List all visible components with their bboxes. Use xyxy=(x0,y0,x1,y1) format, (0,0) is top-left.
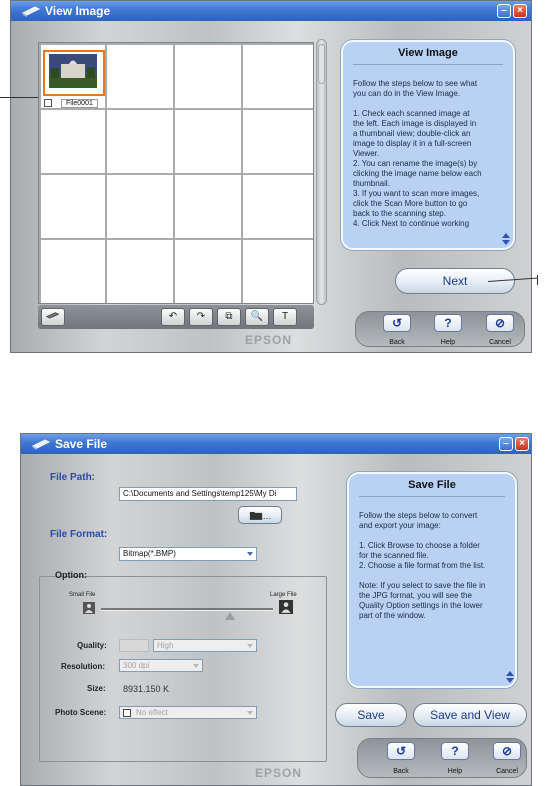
title-bar xyxy=(11,1,531,21)
panel-title: View Image xyxy=(353,42,503,65)
panel-body: Follow the steps below to see what you can do in the View Image. 1. Check each scanned image at the left. Each image is displayed in a thumbnail view; double-click an image to display it in a full-screen Viewer. 2. You can rename the image(s) by clicking the image name below each thumbnail. 3. If you want to scan more images, click the Scan More button to go back to the scanning step. 4. Click Next to continue working xyxy=(353,79,482,228)
cancel-button[interactable]: ⊘ xyxy=(486,314,514,332)
chevron-down-icon xyxy=(247,644,253,648)
save-button[interactable]: Save xyxy=(335,703,407,727)
scanner-icon xyxy=(45,309,61,321)
save-window-title: Save File xyxy=(55,437,108,451)
rotate-right-button[interactable]: ↷ xyxy=(189,308,213,326)
cancel-label: Cancel xyxy=(489,339,511,346)
thumbnail-cell xyxy=(41,110,105,173)
chevron-down-icon xyxy=(247,711,253,715)
quality-level-box[interactable] xyxy=(119,639,149,652)
window-title: View Image xyxy=(45,4,111,18)
compare-button[interactable]: ⧉ xyxy=(217,308,241,326)
save-cancel-button[interactable]: ⊘ xyxy=(493,742,521,760)
thumbnail-cell xyxy=(243,175,313,238)
view-image-help-panel xyxy=(341,40,515,250)
save-cancel-label: Cancel xyxy=(496,768,518,775)
save-panel-body: Follow the steps below to convert and export your image: 1. Click Browse to choose a folder for the scanned file. 2. Choose a file format from the list. Note: If you select to save the file in the JPG format, you will see the Quality Option settings in the lower part of the window. xyxy=(359,511,486,620)
thumbnail-cell xyxy=(107,45,173,108)
file-format-select[interactable]: Bitmap(*.BMP) xyxy=(119,547,257,561)
callout-line-next-end xyxy=(537,275,538,285)
browse-button[interactable]: … xyxy=(238,506,282,524)
photo-scene-select[interactable]: No effect xyxy=(119,706,257,719)
thumbnail-cell xyxy=(41,175,105,238)
size-value: 8931.150 K xyxy=(123,684,170,694)
thumbnail-cell xyxy=(175,110,241,173)
view-image-window xyxy=(10,0,532,353)
thumbnail-cell xyxy=(243,45,313,108)
save-and-view-button[interactable]: Save and View xyxy=(413,703,527,727)
next-button[interactable]: Next xyxy=(395,268,515,294)
save-panel-scroll-arrows-icon[interactable] xyxy=(505,670,515,684)
file-path-label: File Path: xyxy=(50,472,96,483)
save-file-window xyxy=(20,433,532,786)
rotate-left-button[interactable]: ↶ xyxy=(161,308,185,326)
save-title-bar xyxy=(21,434,531,454)
thumbnail-cell xyxy=(243,110,313,173)
scanner-app-icon xyxy=(21,3,41,18)
minimize-button[interactable]: – xyxy=(497,4,511,18)
option-label: Option: xyxy=(55,570,87,580)
thumbnail-cell xyxy=(175,45,241,108)
photo-scene-label: Photo Scene: xyxy=(55,708,107,717)
quality-label: Quality: xyxy=(77,641,107,650)
back-button[interactable]: ↺ xyxy=(383,314,411,332)
scan-more-button[interactable] xyxy=(41,308,65,326)
photo-scene-checkbox[interactable] xyxy=(123,709,131,717)
zoom-button[interactable]: 🔍 xyxy=(245,308,269,326)
thumbnail-cell xyxy=(107,175,173,238)
file-size-slider-track[interactable] xyxy=(101,608,273,611)
save-help-button[interactable]: ? xyxy=(441,742,469,760)
help-label: Help xyxy=(440,339,456,346)
resolution-select[interactable]: 300 dpi xyxy=(119,659,203,672)
rename-text-button[interactable]: T xyxy=(273,308,297,326)
file-path-input[interactable]: C:\Documents and Settings\temp125\My Di xyxy=(119,487,297,501)
save-panel-title: Save File xyxy=(359,474,505,497)
back-label: Back xyxy=(389,339,405,346)
help-button[interactable]: ? xyxy=(434,314,462,332)
size-label: Size: xyxy=(87,684,106,693)
save-back-label: Back xyxy=(393,768,409,775)
chevron-down-icon xyxy=(193,664,199,668)
chevron-down-icon xyxy=(247,552,253,556)
save-back-button[interactable]: ↺ xyxy=(387,742,415,760)
save-close-button[interactable]: × xyxy=(515,437,529,451)
thumbnail-cell xyxy=(243,240,313,303)
large-file-label: Large File xyxy=(270,592,297,598)
thumbnail-filename[interactable]: File0001 xyxy=(61,99,98,108)
thumbnail-cell xyxy=(107,110,173,173)
large-file-icon xyxy=(279,600,293,614)
epson-logo: EPSON xyxy=(245,333,293,347)
thumbnail-checkbox[interactable] xyxy=(44,99,52,107)
thumbnail-cell xyxy=(107,240,173,303)
save-epson-logo: EPSON xyxy=(255,766,303,780)
quality-select[interactable]: High xyxy=(153,639,257,652)
save-minimize-button[interactable]: – xyxy=(499,437,513,451)
thumbnail-cell-selected[interactable] xyxy=(41,45,105,108)
thumbnail-cell xyxy=(175,175,241,238)
panel-scroll-arrows-icon[interactable] xyxy=(501,232,511,246)
close-button[interactable]: × xyxy=(513,4,527,18)
thumbnail-cell xyxy=(175,240,241,303)
small-file-label: Small File xyxy=(69,592,96,598)
save-help-label: Help xyxy=(447,768,463,775)
scanner-app-icon xyxy=(31,436,51,451)
save-file-help-panel xyxy=(347,472,517,688)
vertical-scrollbar[interactable] xyxy=(316,39,327,305)
thumbnail-cell xyxy=(41,240,105,303)
thumbnail-image[interactable] xyxy=(49,54,97,88)
small-file-icon xyxy=(83,602,95,614)
thumbnail-grid xyxy=(38,42,314,304)
folder-icon xyxy=(249,510,263,521)
resolution-label: Resolution: xyxy=(61,662,105,671)
callout-line-thumbnail xyxy=(0,97,38,98)
file-format-label: File Format: xyxy=(50,529,108,540)
scrollbar-thumb[interactable] xyxy=(318,44,325,84)
file-size-slider-thumb[interactable] xyxy=(225,612,235,620)
